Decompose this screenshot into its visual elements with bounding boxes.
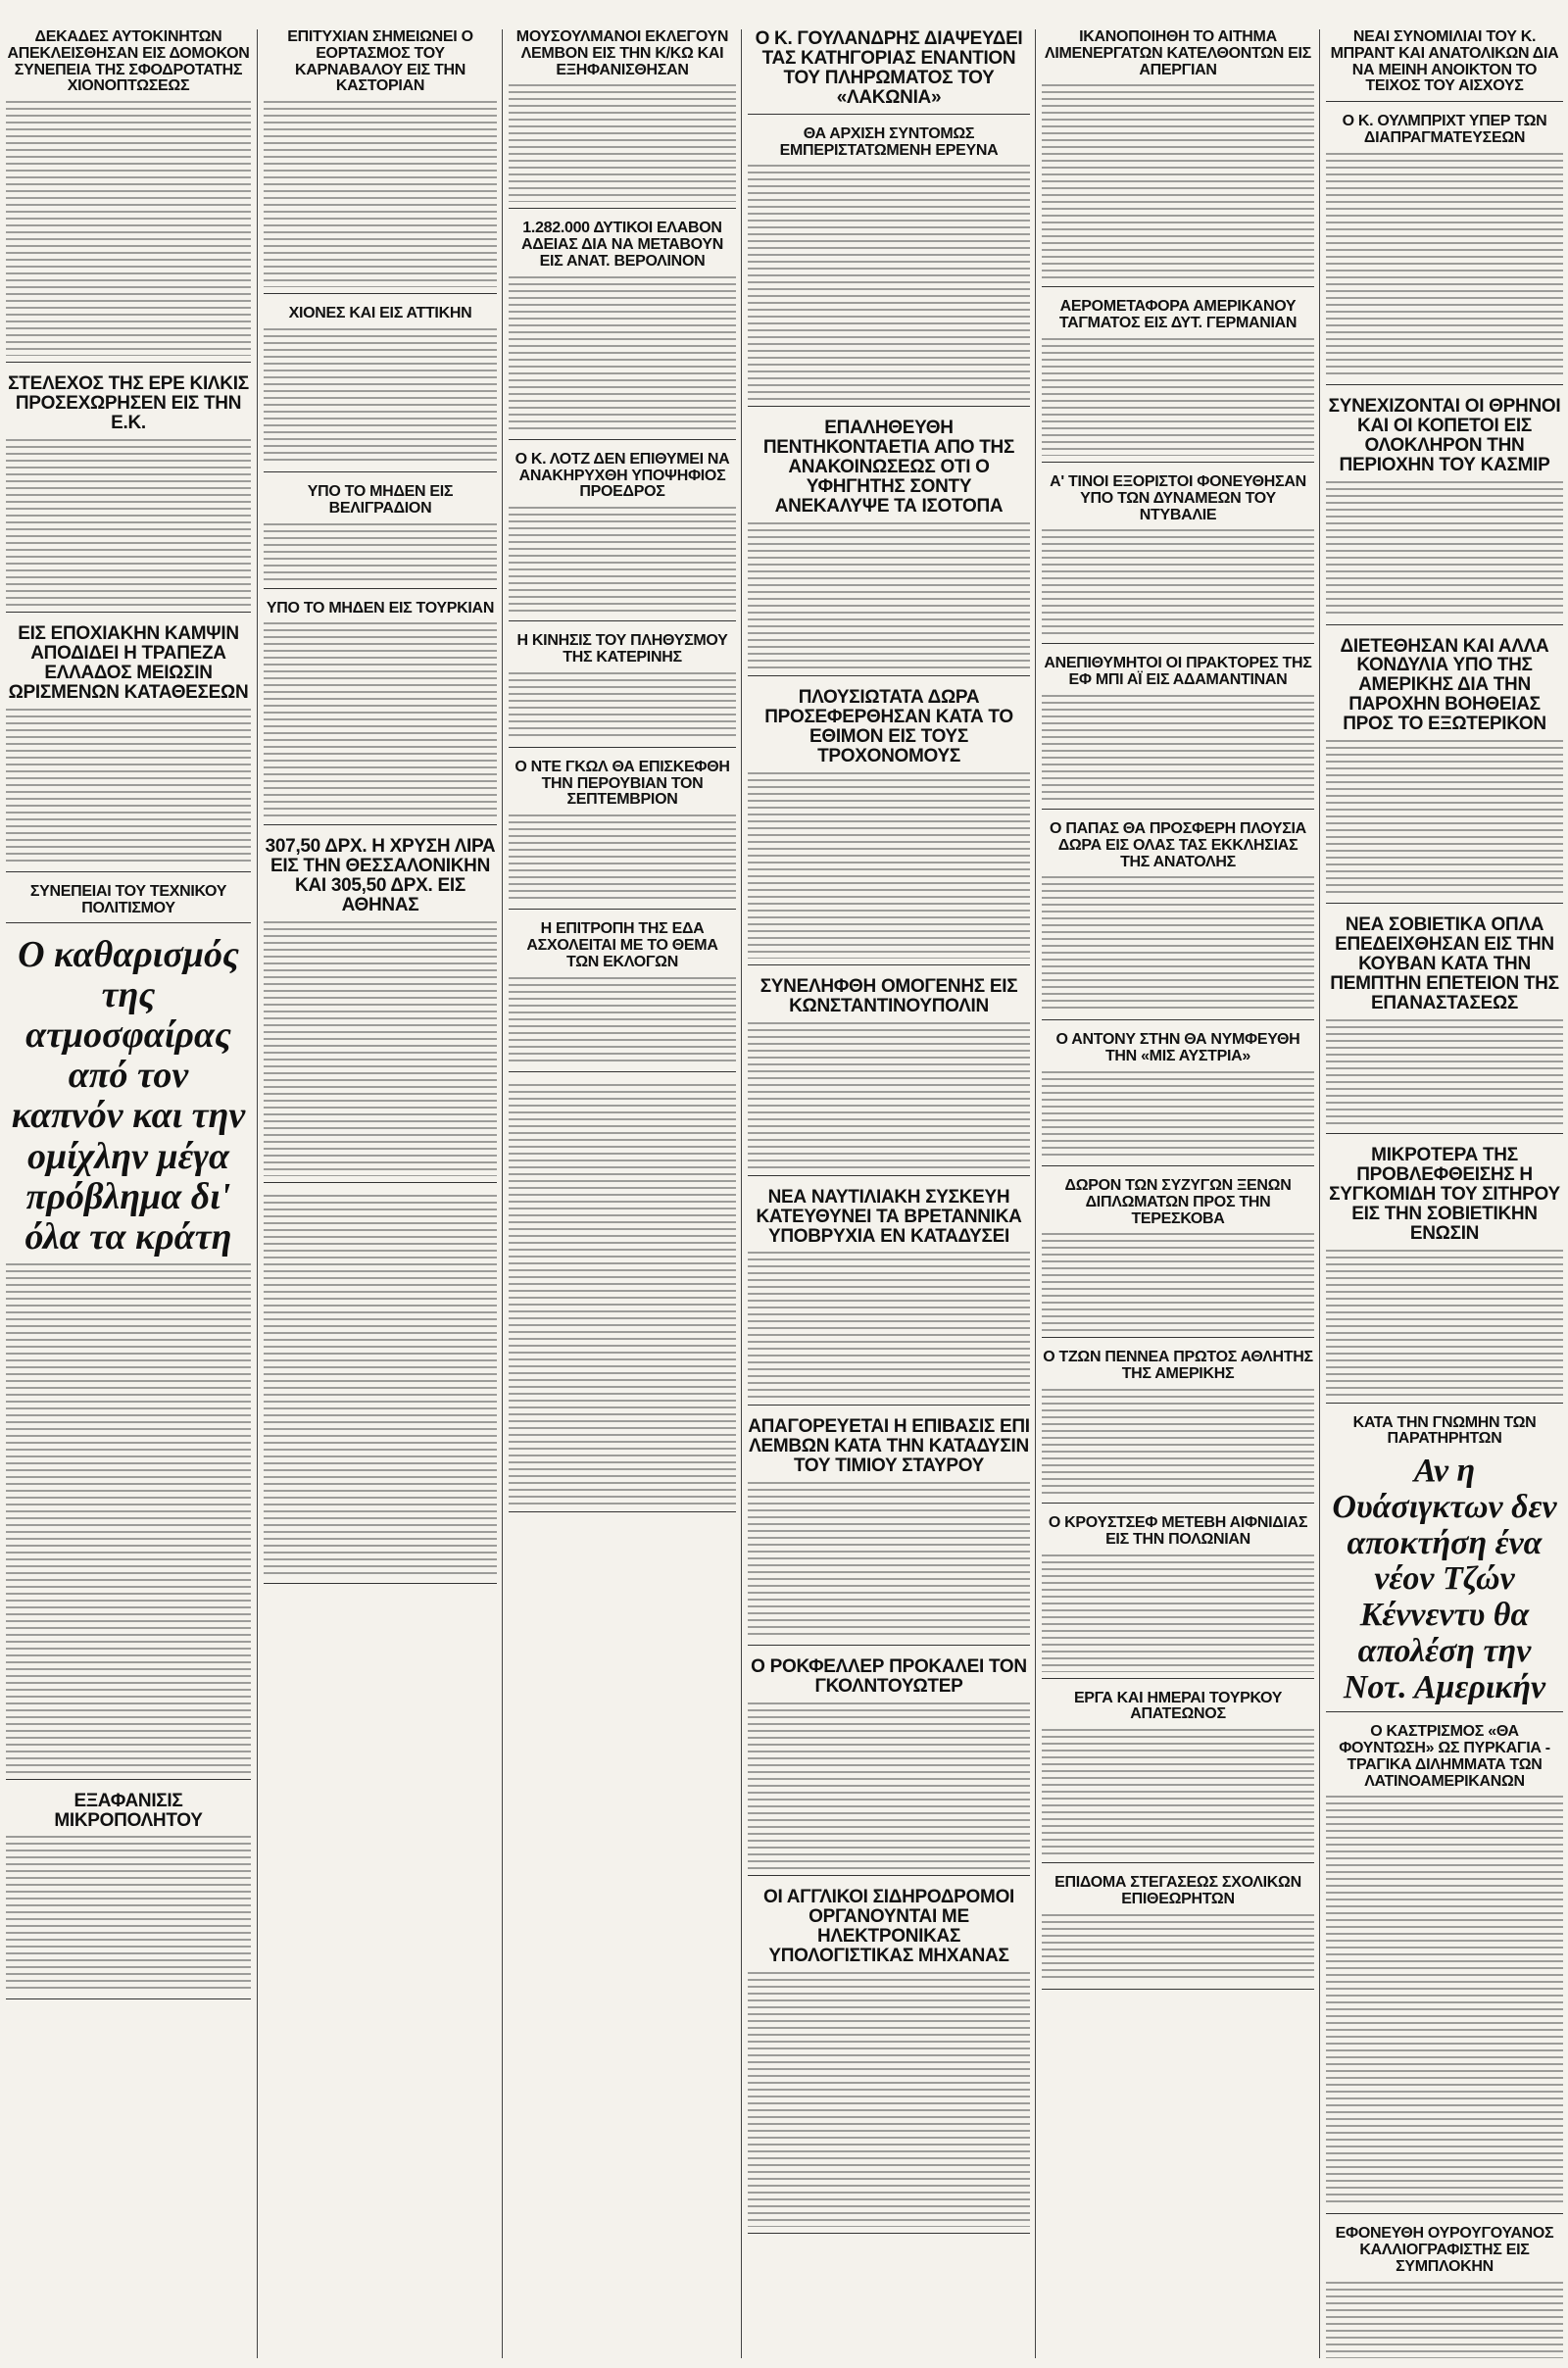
article-body	[1326, 481, 1563, 618]
article-headline: ΥΠΟ ΤΟ ΜΗΔΕΝ ΕΙΣ ΒΕΛΙΓΡΑΔΙΟΝ	[307, 482, 454, 517]
article-headline: Ο ΚΡΟΥΣΤΣΕΦ ΜΕΤΕΒΗ ΑΙΦΝΙΔΙΑΣ ΕΙΣ ΤΗΝ ΠΟΛΩΝΙΑΝ	[1048, 1513, 1308, 1548]
article	[748, 1657, 1030, 1876]
article-body	[264, 1195, 497, 1577]
article-headline: ΜΟΥΣΟΥΛΜΑΝΟΙ ΕΚΛΕΓΟΥΝ ΛΕΜΒΟΝ ΕΙΣ ΤΗΝ Κ/ΚΩ ΚΑΙ ΕΞΗΦΑΝΙΣΘΗΣΑΝ	[515, 29, 729, 78]
article	[509, 921, 736, 1071]
article-body	[1042, 695, 1314, 803]
article	[6, 935, 251, 1779]
divider	[509, 909, 736, 910]
article	[1326, 2226, 1563, 2358]
divider	[509, 747, 736, 748]
article-body	[1326, 1796, 1563, 2207]
article	[1042, 474, 1314, 644]
article-body	[748, 772, 1030, 959]
article	[264, 484, 497, 589]
article	[6, 624, 251, 872]
article-headline: ΜΙΚΡΟΤΕΡΑ ΤΗΣ ΠΡΟΒΛΕΦΘΕΙΣΗΣ Η ΣΥΓΚΟΜΙΔΗ ΤΟΥ ΣΙΤΗΡΟΥ ΕΙΣ ΤΗΝ ΣΟΒΙΕΤΙΚΗΝ ΕΝΩΣΙΝ	[1329, 1144, 1560, 1244]
divider	[509, 620, 736, 621]
article-body	[748, 1702, 1030, 1869]
article	[1042, 299, 1314, 463]
divider	[6, 871, 251, 872]
article-headline: Ο Κ. ΓΟΥΛΑΝΔΡΗΣ ΔΙΑΨΕΥΔΕΙ ΤΑΣ ΚΑΤΗΓΟΡΙΑΣ ΕΝΑΝΤΙΟΝ ΤΟΥ ΠΛΗΡΩΜΑΤΟΣ ΤΟΥ «ΛΑΚΩΝΙΑ»	[755, 29, 1023, 108]
article-headline: ΝΕΑ ΣΟΒΙΕΤΙΚΑ ΟΠΛΑ ΕΠΕΔΕΙΧΘΗΣΑΝ ΕΙΣ ΤΗΝ ΚΟΥΒΑΝ ΚΑΤΑ ΤΗΝ ΠΕΜΠΤΗΝ ΕΠΕΤΕΙΟΝ ΤΗΣ ΕΠΑΝΑΣΤΑΣΕΩΣ	[1330, 914, 1559, 1013]
article	[1326, 29, 1563, 102]
article	[1326, 114, 1563, 385]
article-headline: ΣΥΝΕΛΗΦΘΗ ΟΜΟΓΕΝΗΣ ΕΙΣ ΚΩΝΣΤΑΝΤΙΝΟΥΠΟΛΙΝ	[760, 975, 1018, 1016]
article-body	[1042, 1729, 1314, 1856]
article-headline: ΚΑΤΑ ΤΗΝ ΓΝΩΜΗΝ ΤΩΝ ΠΑΡΑΤΗΡΗΤΩΝ	[1352, 1413, 1537, 1448]
divider	[1042, 1678, 1314, 1679]
article	[264, 601, 497, 826]
article	[6, 29, 251, 363]
article-body	[264, 523, 497, 582]
divider	[1042, 809, 1314, 810]
article	[6, 374, 251, 613]
divider	[6, 612, 251, 613]
article-body	[509, 276, 736, 433]
article	[1042, 1178, 1314, 1338]
article	[264, 1195, 497, 1584]
article-headline: Ο ΤΖΩΝ ΠΕΝΝΕΑ ΠΡΩΤΟΣ ΑΘΛΗΤΗΣ ΤΗΣ ΑΜΕΡΙΚΗΣ	[1043, 1349, 1313, 1383]
divider	[264, 293, 497, 294]
article	[6, 1792, 251, 2000]
article	[1326, 637, 1563, 905]
article-body	[748, 1022, 1030, 1169]
article-headline: ΔΕΚΑΔΕΣ ΑΥΤΟΚΙΝΗΤΩΝ ΑΠΕΚΛΕΙΣΘΗΣΑΝ ΕΙΣ ΔΟΜΟΚΟΝ ΣΥΝΕΠΕΙΑ ΤΗΣ ΣΦΟΔΡΟΤΑΤΗΣ ΧΙΟΝΟΠΤΩΣΕΩΣ	[7, 29, 250, 95]
divider	[1042, 1165, 1314, 1166]
divider	[1042, 286, 1314, 287]
article-headline: ΟΙ ΑΓΓΛΙΚΟΙ ΣΙΔΗΡΟΔΡΟΜΟΙ ΟΡΓΑΝΟΥΝΤΑΙ ΜΕ ΗΛΕΚΤΡΟΝΙΚΑΣ ΥΠΟΛΟΓΙΣΤΙΚΑΣ ΜΗΧΑΝΑΣ	[762, 1887, 1015, 1966]
article-headline: ΕΠΙΤΥΧΙΑΝ ΣΗΜΕΙΩΝΕΙ Ο ΕΟΡΤΑΣΜΟΣ ΤΟΥ ΚΑΡΝΑΒΑΛΟΥ ΕΙΣ ΤΗΝ ΚΑΣΤΟΡΙΑΝ	[287, 29, 473, 95]
article-headline: ΕΠΑΛΗΘΕΥΘΗ ΠΕΝΤΗΚΟΝΤΑΕΤΙΑ ΑΠΟ ΤΗΣ ΑΝΑΚΟΙΝΩΣΕΩΣ ΟΤΙ Ο ΥΦΗΓΗΤΗΣ ΣΟΝΤΥ ΑΝΕΚΑΛΥΨΕ ΤΑ ΙΣΟΤΟΠΑ	[762, 418, 1015, 518]
article	[264, 306, 497, 472]
article-body	[6, 709, 251, 865]
divider	[748, 1175, 1030, 1176]
article	[509, 633, 736, 748]
article-headline: ΝΕΑΙ ΣΥΝΟΜΙΛΙΑΙ ΤΟΥ Κ. ΜΠΡΑΝΤ ΚΑΙ ΑΝΑΤΟΛΙΚΩΝ ΔΙΑ ΝΑ ΜΕΙΝΗ ΑΝΟΙΚΤΟΝ ΤΟ ΤΕΙΧΟΣ ΤΟΥ ΑΙΣΧΟΥΣ	[1330, 29, 1559, 95]
divider	[509, 208, 736, 209]
divider	[509, 1511, 736, 1512]
article	[748, 29, 1030, 115]
divider	[748, 406, 1030, 407]
article-body	[1042, 876, 1314, 1013]
article-headline: 307,50 ΔΡΧ. Η ΧΡΥΣΗ ΛΙΡΑ ΕΙΣ ΤΗΝ ΘΕΣΣΑΛΟΝΙΚΗΝ ΚΑΙ 305,50 ΔΡΧ. ΕΙΣ ΑΘΗΝΑΣ	[265, 836, 496, 916]
article-headline: ΣΥΝΕΠΕΙΑΙ ΤΟΥ ΤΕΧΝΙΚΟΥ ΠΟΛΙΤΙΣΜΟΥ	[29, 882, 227, 916]
divider	[264, 824, 497, 825]
article-headline: ΣΤΕΛΕΧΟΣ ΤΗΣ ΕΡΕ ΚΙΛΚΙΣ ΠΡΟΣΕΧΩΡΗΣΕΝ ΕΙΣ ΤΗΝ Ε.Κ.	[8, 373, 249, 434]
article-headline: Ο ΚΑΣΤΡΙΣΜΟΣ «ΘΑ ΦΟΥΝΤΩΣΗ» ΩΣ ΠΥΡΚΑΓΙΑ - ΤΡΑΓΙΚΑ ΔΙΛΗΜΜΑΤΑ ΤΩΝ ΛΑΤΙΝΟΑΜΕΡΙΚΑΝΩΝ	[1339, 1723, 1550, 1790]
article-headline: ΠΛΟΥΣΙΩΤΑΤΑ ΔΩΡΑ ΠΡΟΣΕΦΕΡΘΗΣΑΝ ΚΑΤΑ ΤΟ ΕΘΙΜΟΝ ΕΙΣ ΤΟΥΣ ΤΡΟΧΟΝΟΜΟΥΣ	[764, 687, 1013, 766]
article-headline: ΕΦΟΝΕΥΘΗ ΟΥΡΟΥΓΟΥΑΝΟΣ ΚΑΛΛΙΟΓΡΑΦΙΣΤΗΣ ΕΙΣ ΣΥΜΠΛΟΚΗΝ	[1335, 2225, 1554, 2275]
divider	[1042, 1337, 1314, 1338]
article-headline: ΝΕΑ ΝΑΥΤΙΛΙΑΚΗ ΣΥΣΚΕΥΗ ΚΑΤΕΥΘΥΝΕΙ ΤΑ ΒΡΕΤΑΝΝΙΚΑ ΥΠΟΒΡΥΧΙΑ ΕΝ ΚΑΤΑΔΥΣΕΙ	[756, 1186, 1022, 1247]
article	[748, 1417, 1030, 1646]
article-body	[509, 84, 736, 202]
article-body	[1326, 1019, 1563, 1127]
divider	[6, 1779, 251, 1780]
article	[1326, 915, 1563, 1134]
article	[748, 1888, 1030, 2234]
article	[6, 884, 251, 924]
article-headline: ΕΠΙΔΟΜΑ ΣΤΕΓΑΣΕΩΣ ΣΧΟΛΙΚΩΝ ΕΠΙΘΕΩΡΗΤΩΝ	[1054, 1874, 1301, 1907]
divider	[264, 1583, 497, 1584]
divider	[1326, 1133, 1563, 1134]
article-headline: 1.282.000 ΔΥΤΙΚΟΙ ΕΛΑΒΟΝ ΑΔΕΙΑΣ ΔΙΑ ΝΑ ΜΕΤΑΒΟΥΝ ΕΙΣ ΑΝΑΤ. ΒΕΡΟΛΙΝΟΝ	[520, 220, 723, 270]
column-3	[502, 29, 742, 2358]
article-body	[1042, 84, 1314, 280]
article	[1042, 29, 1314, 287]
article-body	[509, 1084, 736, 1505]
article-body	[748, 522, 1030, 669]
article-body	[509, 507, 736, 615]
article-body	[264, 921, 497, 1176]
feature-headline: Ο καθαρισμός της ατμοσφαίρας από τον καπνόν και την ομίχλην μέγα πρόβλημα δι' όλα τα κράτη	[11, 934, 246, 1258]
column-4	[741, 29, 1036, 2358]
column-6	[1319, 29, 1568, 2358]
divider	[748, 964, 1030, 965]
article-headline: Ο ΑΝΤΟΝΥ ΣΤΗΝ ΘΑ ΝΥΜΦΕΥΘΗ ΤΗΝ «ΜΙΣ ΑΥΣΤΡΙΑ»	[1055, 1031, 1300, 1065]
article-body	[264, 328, 497, 466]
article-headline: Ο ΠΑΠΑΣ ΘΑ ΠΡΟΣΦΕΡΗ ΠΛΟΥΣΙΑ ΔΩΡΑ ΕΙΣ ΟΛΑΣ ΤΑΣ ΕΚΚΛΗΣΙΑΣ ΤΗΣ ΑΝΑΤΟΛΗΣ	[1050, 819, 1306, 870]
divider	[509, 439, 736, 440]
article	[509, 1084, 736, 1512]
article-headline: ΥΠΟ ΤΟ ΜΗΔΕΝ ΕΙΣ ΤΟΥΡΚΙΑΝ	[266, 599, 495, 617]
column-1	[0, 29, 257, 2358]
article	[264, 29, 497, 294]
divider	[264, 471, 497, 472]
article-headline: ΣΥΝΕΧΙΖΟΝΤΑΙ ΟΙ ΘΡΗΝΟΙ ΚΑΙ ΟΙ ΚΟΠΕΤΟΙ ΕΙΣ ΟΛΟΚΛΗΡΟΝ ΤΗΝ ΠΕΡΙΟΧΗΝ ΤΟΥ ΚΑΣΜΙΡ	[1328, 395, 1561, 475]
feature-headline: Αν η Ουάσιγκτων δεν αποκτήση ένα νέον Τζών Κέννεντυ θα απολέση την Νοτ. Αμερικήν	[1332, 1453, 1557, 1705]
article	[264, 837, 497, 1183]
article-headline: ΑΕΡΟΜΕΤΑΦΟΡΑ ΑΜΕΡΙΚΑΝΟΥ ΤΑΓΜΑΤΟΣ ΕΙΣ ΔΥΤ. ΓΕΡΜΑΝΙΑΝ	[1058, 298, 1298, 332]
article	[509, 452, 736, 621]
article	[1326, 1146, 1563, 1404]
article-body	[509, 814, 736, 903]
divider	[1042, 1862, 1314, 1863]
article	[509, 221, 736, 439]
article	[748, 126, 1030, 408]
divider	[748, 114, 1030, 115]
article-body	[1042, 1233, 1314, 1331]
article-headline: ΕΞΑΦΑΝΙΣΙΣ ΜΙΚΡΟΠΟΛΗΤΟΥ	[54, 1790, 203, 1831]
article	[748, 688, 1030, 965]
article-body	[509, 977, 736, 1065]
divider	[1042, 462, 1314, 463]
article-body	[264, 101, 497, 287]
article-body	[748, 1252, 1030, 1399]
article-headline: ΑΝΕΠΙΘΥΜΗΤΟΙ ΟΙ ΠΡΑΚΤΟΡΕΣ ΤΗΣ ΕΦ ΜΠΙ ΑΪ ΕΙΣ ΑΔΑΜΑΝΤΙΝΑΝ	[1044, 655, 1312, 689]
divider	[1326, 624, 1563, 625]
article-body	[6, 1263, 251, 1773]
divider	[264, 1182, 497, 1183]
article-headline: Η ΚΙΝΗΣΙΣ ΤΟΥ ΠΛΗΘΥΣΜΟΥ ΤΗΣ ΚΑΤΕΡΙΝΗΣ	[516, 632, 728, 666]
article	[1326, 397, 1563, 625]
article	[1042, 1875, 1314, 1990]
article-body	[1042, 338, 1314, 456]
divider	[6, 362, 251, 363]
article-headline: ΧΙΟΝΕΣ ΚΑΙ ΕΙΣ ΑΤΤΙΚΗΝ	[288, 305, 472, 322]
divider	[1326, 1403, 1563, 1404]
article-headline: ΔΙΕΤΕΘΗΣΑΝ ΚΑΙ ΑΛΛΑ ΚΟΝΔΥΛΙΑ ΥΠΟ ΤΗΣ ΑΜΕΡΙΚΗΣ ΔΙΑ ΤΗΝ ΠΑΡΟΧΗΝ ΒΟΗΘΕΙΑΣ ΠΡΟΣ ΤΟ ΕΞΩΤΕΡΙΚΟΝ	[1340, 635, 1549, 735]
article	[1326, 1415, 1563, 1713]
article-body	[509, 672, 736, 741]
article	[748, 419, 1030, 676]
divider	[748, 675, 1030, 676]
divider	[6, 922, 251, 923]
article-headline: ΔΩΡΟΝ ΤΩΝ ΣΥΖΥΓΩΝ ΞΕΝΩΝ ΔΙΠΛΩΜΑΤΩΝ ΠΡΟΣ ΤΗΝ ΤΕΡΕΣΚΟΒΑ	[1064, 1176, 1292, 1227]
divider	[1042, 1503, 1314, 1504]
article-headline: Ο ΡΟΚΦΕΛΛΕΡ ΠΡΟΚΑΛΕΙ ΤΟΝ ΓΚΟΛΝΤΟΥΩΤΕΡ	[751, 1656, 1027, 1698]
divider	[6, 1998, 251, 1999]
article-headline: Ο Κ. ΛΟΤΖ ΔΕΝ ΕΠΙΘΥΜΕΙ ΝΑ ΑΝΑΚΗΡΥΧΘΗ ΥΠΟΨΗΦΙΟΣ ΠΡΟΕΔΡΟΣ	[514, 450, 730, 501]
article-headline: Η ΕΠΙΤΡΟΠΗ ΤΗΣ ΕΔΑ ΑΣΧΟΛΕΙΤΑΙ ΜΕ ΤΟ ΘΕΜΑ ΤΩΝ ΕΚΛΟΓΩΝ	[526, 920, 718, 970]
divider	[264, 588, 497, 589]
article-body	[1042, 1389, 1314, 1497]
article-body	[1326, 740, 1563, 897]
article-headline: ΕΙΣ ΕΠΟΧΙΑΚΗΝ ΚΑΜΨΙΝ ΑΠΟΔΙΔΕΙ Η ΤΡΑΠΕΖΑ ΕΛΛΑΔΟΣ ΜΕΙΩΣΙΝ ΩΡΙΣΜΕΝΩΝ ΚΑΤΑΘΕΣΕΩΝ	[8, 623, 249, 703]
divider	[1042, 1019, 1314, 1020]
article-body	[1326, 1250, 1563, 1397]
article	[509, 760, 736, 910]
divider	[1042, 643, 1314, 644]
article-body	[6, 1836, 251, 1993]
article-headline: ΑΠΑΓΟΡΕΥΕΤΑΙ Η ΕΠΙΒΑΣΙΣ ΕΠΙ ΛΕΜΒΩΝ ΚΑΤΑ ΤΗΝ ΚΑΤΑΔΥΣΙΝ ΤΟΥ ΤΙΜΙΟΥ ΣΤΑΥΡΟΥ	[748, 1416, 1030, 1477]
article-body	[264, 622, 497, 818]
divider	[748, 2233, 1030, 2234]
article-body	[1326, 2282, 1563, 2358]
article	[1042, 656, 1314, 810]
divider	[1326, 2213, 1563, 2214]
article-body	[1042, 1071, 1314, 1159]
article-headline: Α' ΤΙΝΟΙ ΕΞΟΡΙΣΤΟΙ ΦΟΝΕΥΘΗΣΑΝ ΥΠΟ ΤΩΝ ΔΥΝΑΜΕΩΝ ΤΟΥ ΝΤΥΒΑΛΙΕ	[1050, 472, 1306, 523]
article-body	[748, 1972, 1030, 2227]
article-body	[1042, 1554, 1314, 1672]
article	[1326, 1724, 1563, 2214]
article-body	[1042, 1914, 1314, 1983]
article-headline: Ο Κ. ΟΥΛΜΠΡΙΧΤ ΥΠΕΡ ΤΩΝ ΔΙΑΠΡΑΓΜΑΤΕΥΣΕΩΝ	[1342, 113, 1547, 146]
column-5	[1035, 29, 1320, 2358]
divider	[748, 1875, 1030, 1876]
divider	[1326, 903, 1563, 904]
article-headline: ΙΚΑΝΟΠΟΙΗΘΗ ΤΟ ΑΙΤΗΜΑ ΛΙΜΕΝΕΡΓΑΤΩΝ ΚΑΤΕΛΘΟΝΤΩΝ ΕΙΣ ΑΠΕΡΓΙΑΝ	[1045, 29, 1311, 78]
divider	[748, 1645, 1030, 1646]
divider	[1042, 1989, 1314, 1990]
article-body	[1326, 153, 1563, 378]
article	[748, 1188, 1030, 1406]
article-body	[1042, 529, 1314, 637]
article	[1042, 821, 1314, 1020]
article	[1042, 1032, 1314, 1166]
article	[1042, 1691, 1314, 1864]
article-body	[748, 165, 1030, 400]
divider	[1326, 384, 1563, 385]
article-body	[748, 1482, 1030, 1639]
article-headline: ΕΡΓΑ ΚΑΙ ΗΜΕΡΑΙ ΤΟΥΡΚΟΥ ΑΠΑΤΕΩΝΟΣ	[1073, 1689, 1283, 1723]
divider	[748, 1405, 1030, 1406]
article	[748, 977, 1030, 1176]
article	[1042, 1515, 1314, 1679]
article	[509, 29, 736, 209]
article	[1042, 1350, 1314, 1504]
divider	[1326, 1711, 1563, 1712]
article-headline: ΘΑ ΑΡΧΙΣΗ ΣΥΝΤΟΜΩΣ ΕΜΠΕΡΙΣΤΑΤΩΜΕΝΗ ΕΡΕΥΝΑ	[779, 124, 999, 159]
article-headline: Ο ΝΤΕ ΓΚΩΛ ΘΑ ΕΠΙΣΚΕΦΘΗ ΤΗΝ ΠΕΡΟΥΒΙΑΝ ΤΟΝ ΣΕΠΤΕΜΒΡΙΟΝ	[514, 758, 730, 809]
divider	[509, 1071, 736, 1072]
column-2	[257, 29, 503, 2358]
divider	[1326, 101, 1563, 102]
article-body	[6, 101, 251, 356]
article-body	[6, 439, 251, 606]
